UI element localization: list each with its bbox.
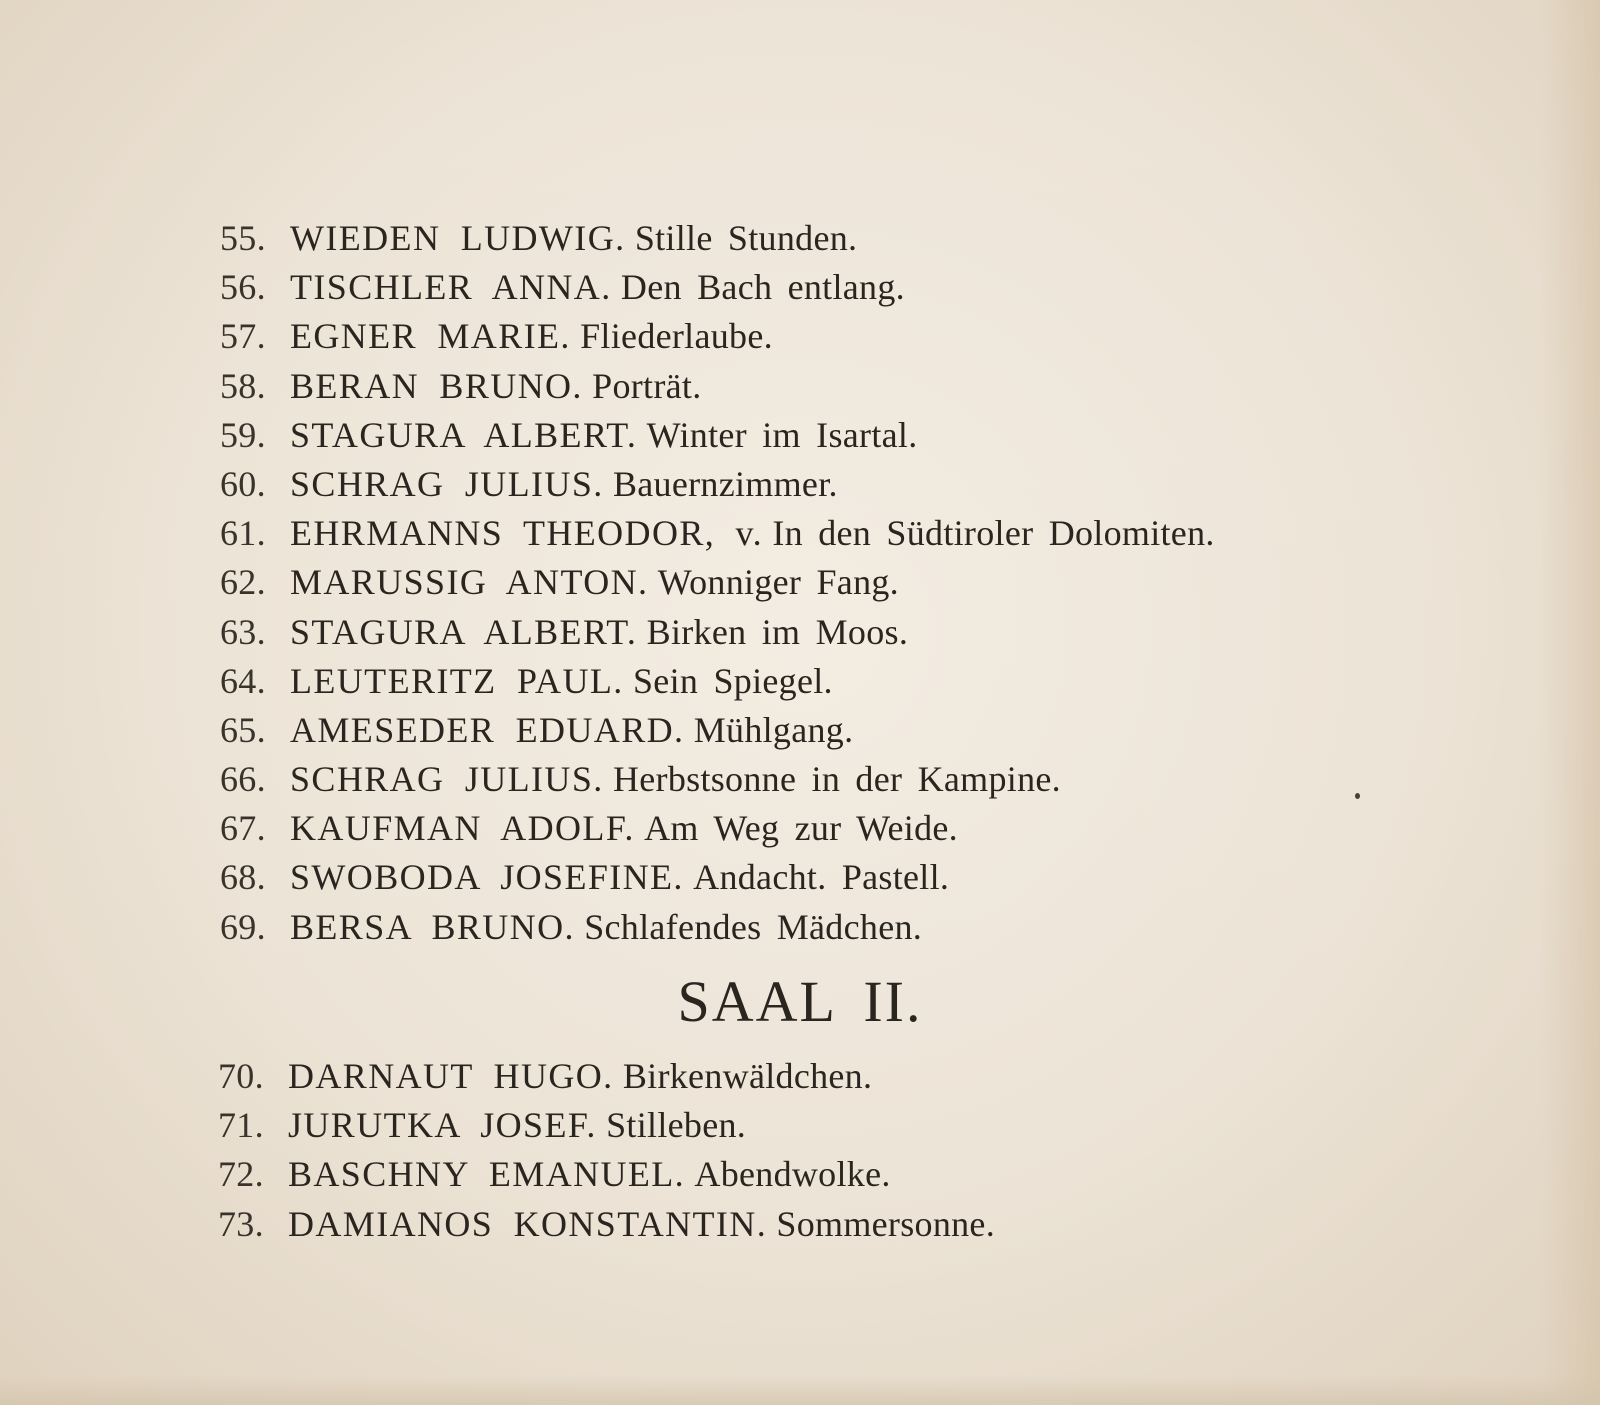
page-edge-shading xyxy=(1540,0,1600,1405)
entry-title: Herbstsonne in der Kampine. xyxy=(612,759,1061,800)
entry-title: Porträt. xyxy=(592,365,702,406)
catalog-entry xyxy=(220,411,1420,460)
entry-title: Sommersonne. xyxy=(776,1203,996,1244)
catalog-entry xyxy=(220,362,1420,411)
entry-artist: WIEDEN LUDWIG. xyxy=(290,218,626,258)
entry-number: 65. xyxy=(220,709,266,750)
entry-number: 67. xyxy=(220,808,266,849)
entry-artist: STAGURA ALBERT. xyxy=(290,611,638,652)
entry-artist: EGNER MARIE. xyxy=(290,316,571,357)
catalog-entry xyxy=(220,804,1420,853)
entry-title: Mühlgang. xyxy=(693,709,854,750)
catalog-entry xyxy=(220,755,1420,804)
catalog-entry xyxy=(218,1200,1418,1249)
entry-artist: STAGURA ALBERT. xyxy=(290,414,638,455)
catalog-entry xyxy=(218,1101,1418,1150)
entry-number: 68. xyxy=(220,857,266,898)
entry-number: 62. xyxy=(220,562,266,603)
catalog-entry xyxy=(220,706,1420,755)
entry-artist: SCHRAG JULIUS. xyxy=(290,463,604,504)
entry-artist: MARUSSIG ANTON. xyxy=(290,562,649,603)
catalog-entry xyxy=(220,558,1420,607)
entry-number: 61. xyxy=(220,513,266,554)
catalog-list-saal-i xyxy=(220,214,1420,952)
entry-number: 64. xyxy=(220,660,266,701)
entry-artist: DARNAUT HUGO. xyxy=(288,1056,614,1096)
paper-speck xyxy=(1355,793,1360,799)
entry-number: 72. xyxy=(218,1154,264,1195)
entry-number: 66. xyxy=(220,759,266,800)
entry-number: 63. xyxy=(220,611,266,652)
catalog-list-saal-ii xyxy=(218,1052,1418,1249)
entry-title: Am Weg zur Weide. xyxy=(644,808,958,849)
entry-title: Birken im Moos. xyxy=(646,611,909,652)
catalog-entry xyxy=(220,903,1420,952)
catalog-entry xyxy=(218,1052,1418,1101)
catalog-entry xyxy=(218,1150,1418,1199)
entry-title: Andacht. Pastell. xyxy=(693,857,950,898)
entry-artist: SWOBODA JOSEFINE. xyxy=(290,857,684,898)
entry-number: 55. xyxy=(220,218,266,258)
entry-artist: LEUTERITZ PAUL. xyxy=(290,660,624,701)
entry-title: Bauernzimmer. xyxy=(612,463,838,504)
entry-title: Den Bach entlang. xyxy=(620,267,905,308)
entry-artist: KAUFMAN ADOLF. xyxy=(290,808,635,849)
entry-number: 59. xyxy=(220,414,266,455)
entry-number: 70. xyxy=(218,1056,264,1096)
entry-artist: DAMIANOS KONSTANTIN. xyxy=(288,1203,768,1244)
entry-title: In den Südtiroler Dolomiten. xyxy=(772,513,1215,554)
catalog-entry xyxy=(220,312,1420,361)
entry-artist: BERSA BRUNO. xyxy=(290,906,575,947)
entry-title: Birkenwäldchen. xyxy=(622,1056,873,1096)
catalog-entry xyxy=(220,853,1420,902)
entry-number: 60. xyxy=(220,463,266,504)
catalog-entry xyxy=(220,263,1420,312)
entry-number: 56. xyxy=(220,267,266,308)
entry-number: 71. xyxy=(218,1105,264,1146)
entry-number: 69. xyxy=(220,906,266,947)
entry-title: Fliederlaube. xyxy=(580,316,773,357)
catalog-entry xyxy=(220,214,1420,263)
catalog-entry xyxy=(220,460,1420,509)
catalog-entry xyxy=(220,509,1420,558)
entry-artist: AMESEDER EDUARD. xyxy=(290,709,685,750)
entry-number: 58. xyxy=(220,365,266,406)
entry-artist: JURUTKA JOSEF. xyxy=(288,1105,597,1146)
entry-artist: EHRMANNS THEODOR, v. xyxy=(290,513,764,554)
entry-title: Winter im Isartal. xyxy=(646,414,918,455)
entry-title: Stilleben. xyxy=(606,1105,747,1146)
entry-artist: BASCHNY EMANUEL. xyxy=(288,1154,686,1195)
entry-title: Wonniger Fang. xyxy=(657,562,899,603)
entry-number: 57. xyxy=(220,316,266,357)
entry-title: Abendwolke. xyxy=(694,1154,891,1195)
section-heading-saal-ii: SAAL II. xyxy=(677,969,923,1034)
entry-title: Sein Spiegel. xyxy=(632,660,833,701)
entry-title: Stille Stunden. xyxy=(634,218,858,258)
entry-artist: SCHRAG JULIUS. xyxy=(290,759,604,800)
entry-artist: TISCHLER ANNA. xyxy=(290,267,612,308)
entry-title: Schlafendes Mädchen. xyxy=(584,906,923,947)
catalog-entry xyxy=(220,657,1420,706)
entry-number: 73. xyxy=(218,1203,264,1244)
page-edge-shading-bottom xyxy=(0,1375,1600,1405)
entry-artist: BERAN BRUNO. xyxy=(290,365,583,406)
catalog-entry xyxy=(220,608,1420,657)
